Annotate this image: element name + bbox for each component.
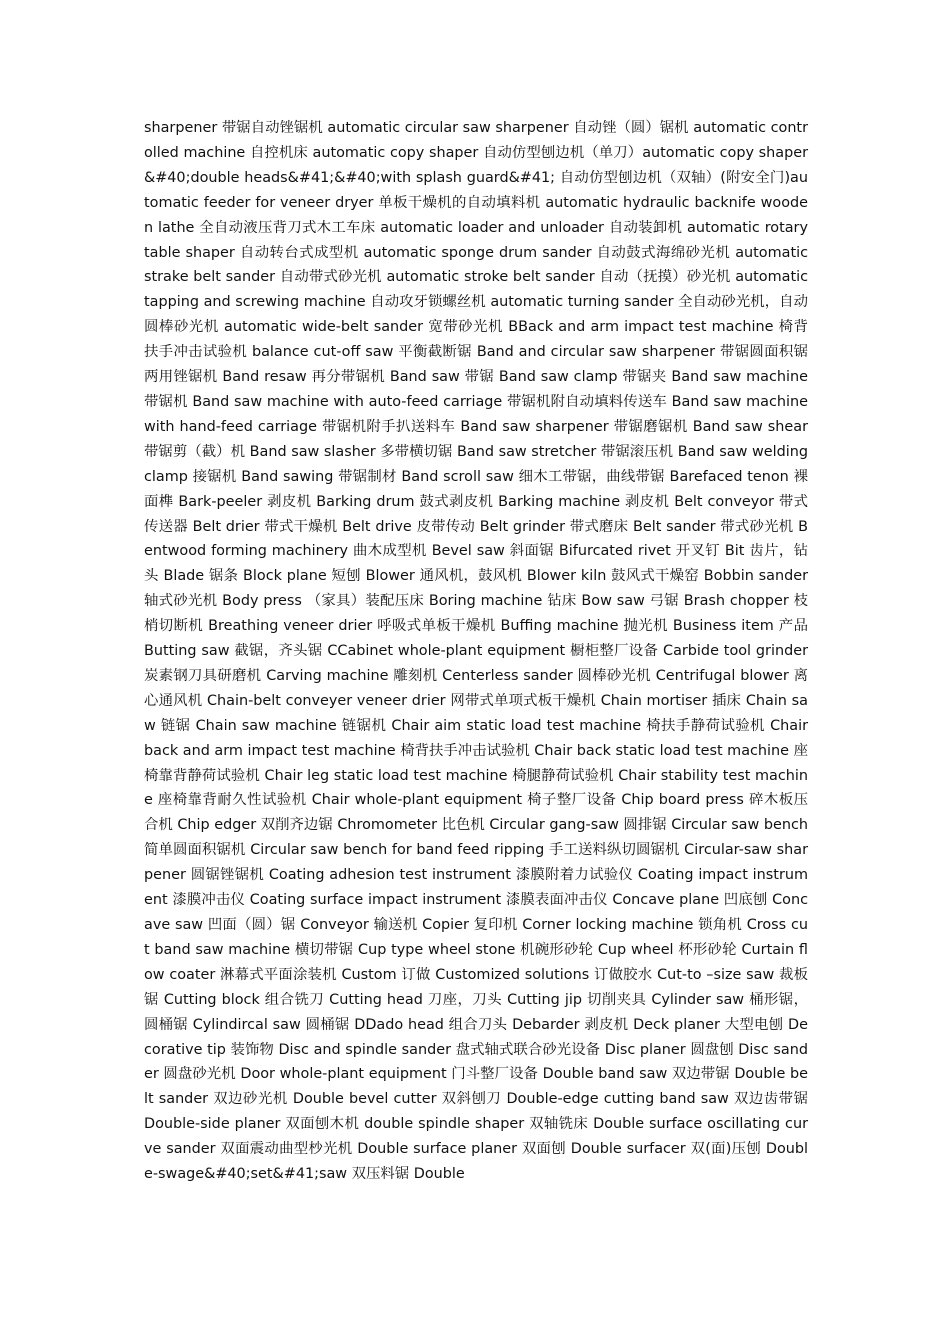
glossary-text: sharpener 带锯自动锉锯机 automatic circular saw sharpener 自动锉（圆）锯机 automatic controlled machine 自控机床 automatic copy shaper 自动仿型刨边机（单刀）automatic copy shaper&#40;double heads&#41;&#40;with splash guard&#41; 自动仿型刨边机（双轴）(附安全门)automatic feeder for veneer dryer 单板干燥机的自动填料机 automatic hydraulic backnife wooden lathe 全自动液压背刀式木工车床 automatic loader and unloader 自动装卸机 automatic rotary table shaper 自动转台式成型机 automatic sponge drum sander 自动鼓式海绵砂光机 automatic strake belt sander 自动带式砂光机 automatic stroke belt sander 自动（抚摸）砂光机 automatic tapping and screwing machine 自动攻牙锁螺丝机 automatic turning sander 全自动砂光机，自动圆棒砂光机 automatic wide-belt sander 宽带砂光机 BBack and arm impact test machine 椅背扶手冲击试验机 balance cut-off saw 平衡截断锯 Band and circular saw sharpener 带锯圆面积锯两用锉锯机 Band resaw 再分带锯机 Band saw 带锯 Band saw clamp 带锯夹 Band saw machine 带锯机 Band saw machine with auto-feed carriage 带锯机附自动填料传送车 Band saw machine with hand-feed carriage 带锯机附手扒送料车 Band saw sharpener 带锯磨锯机 Band saw shear 带锯剪（截）机 Band saw slasher 多带横切锯 Band saw stretcher 带锯滚压机 Band saw welding clamp 接锯机 Band sawing 带锯制材 Band scroll saw 细木工带锯，曲线带锯 Barefaced tenon 裸面榫 Bark-peeler 剥皮机 Barking drum 鼓式剥皮机 Barking machine 剥皮机 Belt conveyor 带式传送器 Belt drier 带式干燥机 Belt drive 皮带传动 Belt grinder 带式磨床 Belt sander 带式砂光机 Bentwood forming machinery 曲木成型机 Bevel saw 斜面锯 Bifurcated rivet 开叉钉 Bit 齿片，钻头 Blade 锯条 Block plane 短刨 Blower 通风机，鼓风机 Blower kiln 鼓风式干燥窑 Bobbin sander 轴式砂光机 Body press （家具）装配压床 Boring machine 钻床 Bow saw 弓锯 Brash chopper 枝梢切断机 Breathing veneer drier 呼吸式单板干燥机 Buffing machine 抛光机 Business item 产品 Butting saw 截锯，齐头锯 CCabinet whole-plant equipment 橱柜整厂设备 Carbide tool grinder 炭素钢刀具研磨机 Carving machine 雕刻机 Centerless sander 圆棒砂光机 Centrifugal blower 离心通风机 Chain-belt conveyer veneer drier 网带式单项式板干燥机 Chain mortiser 插床 Chain saw 链锯 Chain saw machine 链锯机 Chair aim static load test machine 椅扶手静荷试验机 Chair back and arm impact test machine 椅背扶手冲击试验机 Chair back static load test machine 座椅靠背静荷试验机 Chair leg static load test machine 椅腿静荷试验机 Chair stability test machine 座椅靠背耐久性试验机 Chair whole-plant equipment 椅子整厂设备 Chip board press 碎木板压合机 Chip edger 双削齐边锯 Chromometer 比色机 Circular gang-saw 圆排锯 Circular saw bench 简单圆面积锯机 Circular saw bench for band feed ripping 手工送料纵切圆锯机 Circular-saw sharpener 圆锯锉锯机 Coating adhesion test instrument 漆膜附着力试验仪 Coating impact instrument 漆膜冲击仪 Coating surface impact instrument 漆膜表面冲击仪 Concave plane 凹底刨 Concave saw 凹面（圆）锯 Conveyor 输送机 Copier 复印机 Corner locking machine 锁角机 Cross cut band saw machine 横切带锯 Cup type wheel stone 机碗形砂轮 Cup wheel 杯形砂轮 Curtain flow coater 淋幕式平面涂装机 Custom 订做 Customized solutions 订做胶水 Cut-to –size saw 裁板锯 Cutting block 组合铣刀 Cutting head 刀座，刀头 Cutting jip 切削夹具 Cylinder saw 桶形锯，圆桶锯 Cylindircal saw 圆桶锯 DDado head 组合刀头 Debarder 剥皮机 Deck planer 大型电刨 Decorative tip 装饰物 Disc and spindle sander 盘式轴式联合砂光设备 Disc planer 圆盘刨 Disc sander 圆盘砂光机 Door whole-plant equipment 门斗整厂设备 Double band saw 双边带锯 Double belt sander 双边砂光机 Double bevel cutter 双斜刨刀 Double-edge cutting band saw 双边齿带锯 Double-side planer 双面刨木机 double spindle shaper 双轴铣床 Double surface oscillating curve sander 双面震动曲型杪光机 Double surface planer 双面刨 Double surfacer 双(面)压刨 Double-swage&#40;set&#41;saw 双压料锯 Double [144, 120, 808, 1183]
